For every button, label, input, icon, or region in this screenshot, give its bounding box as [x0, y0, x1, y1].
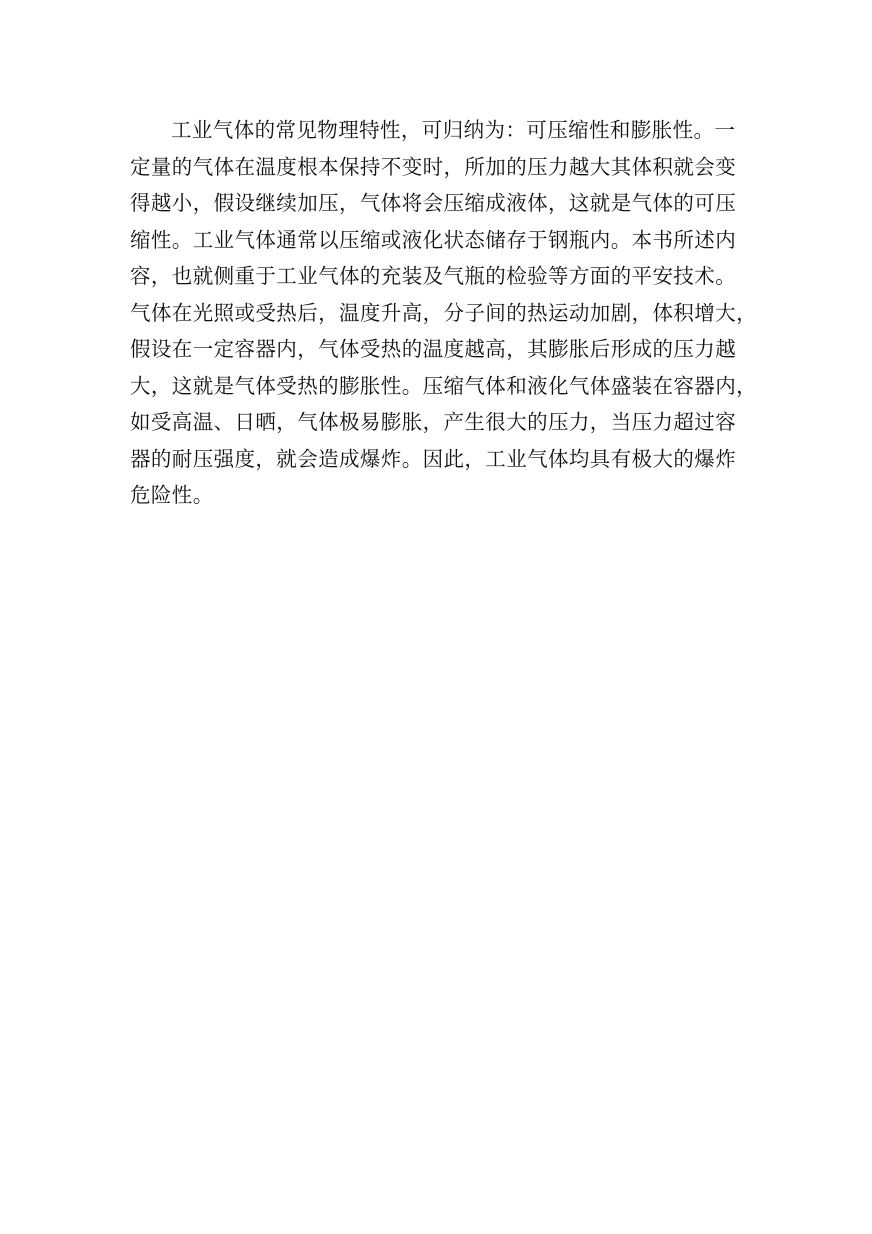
paragraph-line-6: 气体在光照或受热后，温度升高，分子间的热运动加剧，体积增大， [130, 300, 757, 325]
paragraph-line-5: 容，也就侧重于工业气体的充装及气瓶的检验等方面的平安技术。 [130, 264, 737, 288]
paragraph-line-9: 如受高温、日晒，气体极易膨胀，产生很大的压力，当压力超过容 [130, 410, 737, 434]
paragraph-line-3: 得越小，假设继续加压，气体将会压缩成液体，这就是气体的可压 [130, 191, 737, 215]
paragraph-line-1: 工业气体的常见物理特性，可归纳为：可压缩性和膨胀性。一 [171, 118, 736, 142]
paragraph-line-2: 定量的气体在温度根本保持不变时，所加的压力越大其体积就会变 [130, 154, 737, 179]
paragraph-line-11: 危险性。 [130, 483, 214, 507]
paragraph-line-7: 假设在一定容器内，气体受热的温度越高，其膨胀后形成的压力越 [130, 337, 737, 361]
paragraph-line-8: 大，这就是气体受热的膨胀性。压缩气体和液化气体盛装在容器内， [130, 373, 757, 398]
body-paragraph [130, 112, 757, 514]
paragraph-line-4: 缩性。工业气体通常以压缩或液化状态储存于钢瓶内。本书所述内 [130, 227, 737, 252]
paragraph-line-10: 器的耐压强度，就会造成爆炸。因此，工业气体均具有极大的爆炸 [130, 446, 737, 471]
